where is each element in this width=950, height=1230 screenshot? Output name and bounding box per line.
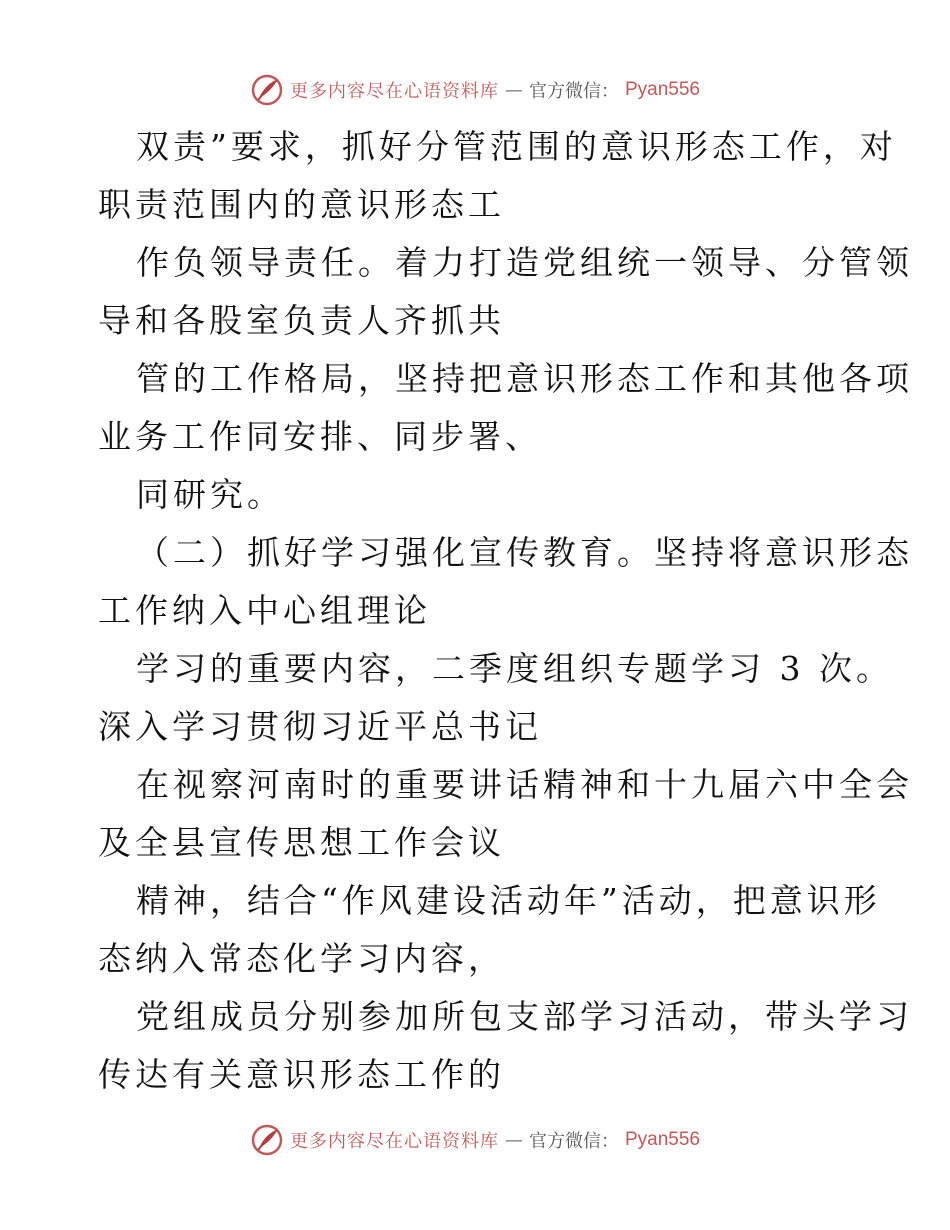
watermark-wechat-id: Pyan556 (624, 79, 700, 100)
text-line: 同研究。 (136, 475, 284, 514)
watermark-dash: — (504, 1129, 523, 1151)
text-line: 传达有关意识形态工作的 (98, 1055, 505, 1094)
text-line: （二）抓好学习强化宣传教育。坚持将意识形态 (136, 533, 913, 572)
text-line: 职责范围内的意识形态工 (98, 185, 505, 224)
feather-quill-logo-icon (250, 73, 284, 107)
watermark-dash: — (504, 79, 523, 101)
document-body (98, 118, 913, 1104)
text-line: 业务工作同安排、同步署、 (98, 417, 542, 456)
text-line: 党组成员分别参加所包支部学习活动，带头学习 (136, 997, 913, 1036)
text-line: 在视察河南时的重要讲话精神和十九届六中全会 (136, 765, 913, 804)
text-line: 学习的重要内容，二季度组织专题学习 3 次。 (136, 649, 893, 688)
header-watermark (0, 70, 950, 110)
watermark-label: 官方微信： (528, 81, 619, 102)
watermark-wechat-id: Pyan556 (624, 1129, 700, 1150)
text-line: 导和各股室负责人齐抓共 (98, 301, 505, 340)
text-line: 工作纳入中心组理论 (98, 591, 431, 630)
footer-watermark (0, 1120, 950, 1160)
text-line: 深入学习贯彻习近平总书记 (98, 707, 542, 746)
text-line: 精神，结合“作风建设活动年”活动，把意识形 (136, 881, 881, 920)
watermark-brand-text: 更多内容尽在心语资料库 (289, 81, 499, 102)
text-line: 作负领导责任。着力打造党组统一领导、分管领 (136, 243, 913, 282)
text-line: 态纳入常态化学习内容， (98, 939, 505, 978)
watermark-label: 官方微信： (528, 1131, 619, 1152)
feather-quill-logo-icon (250, 1123, 284, 1157)
watermark-brand-text: 更多内容尽在心语资料库 (289, 1131, 499, 1152)
text-line: 管的工作格局，坚持把意识形态工作和其他各项 (136, 359, 913, 398)
text-line: 双责”要求，抓好分管范围的意识形态工作，对 (136, 127, 897, 166)
text-line: 及全县宣传思想工作会议 (98, 823, 505, 862)
